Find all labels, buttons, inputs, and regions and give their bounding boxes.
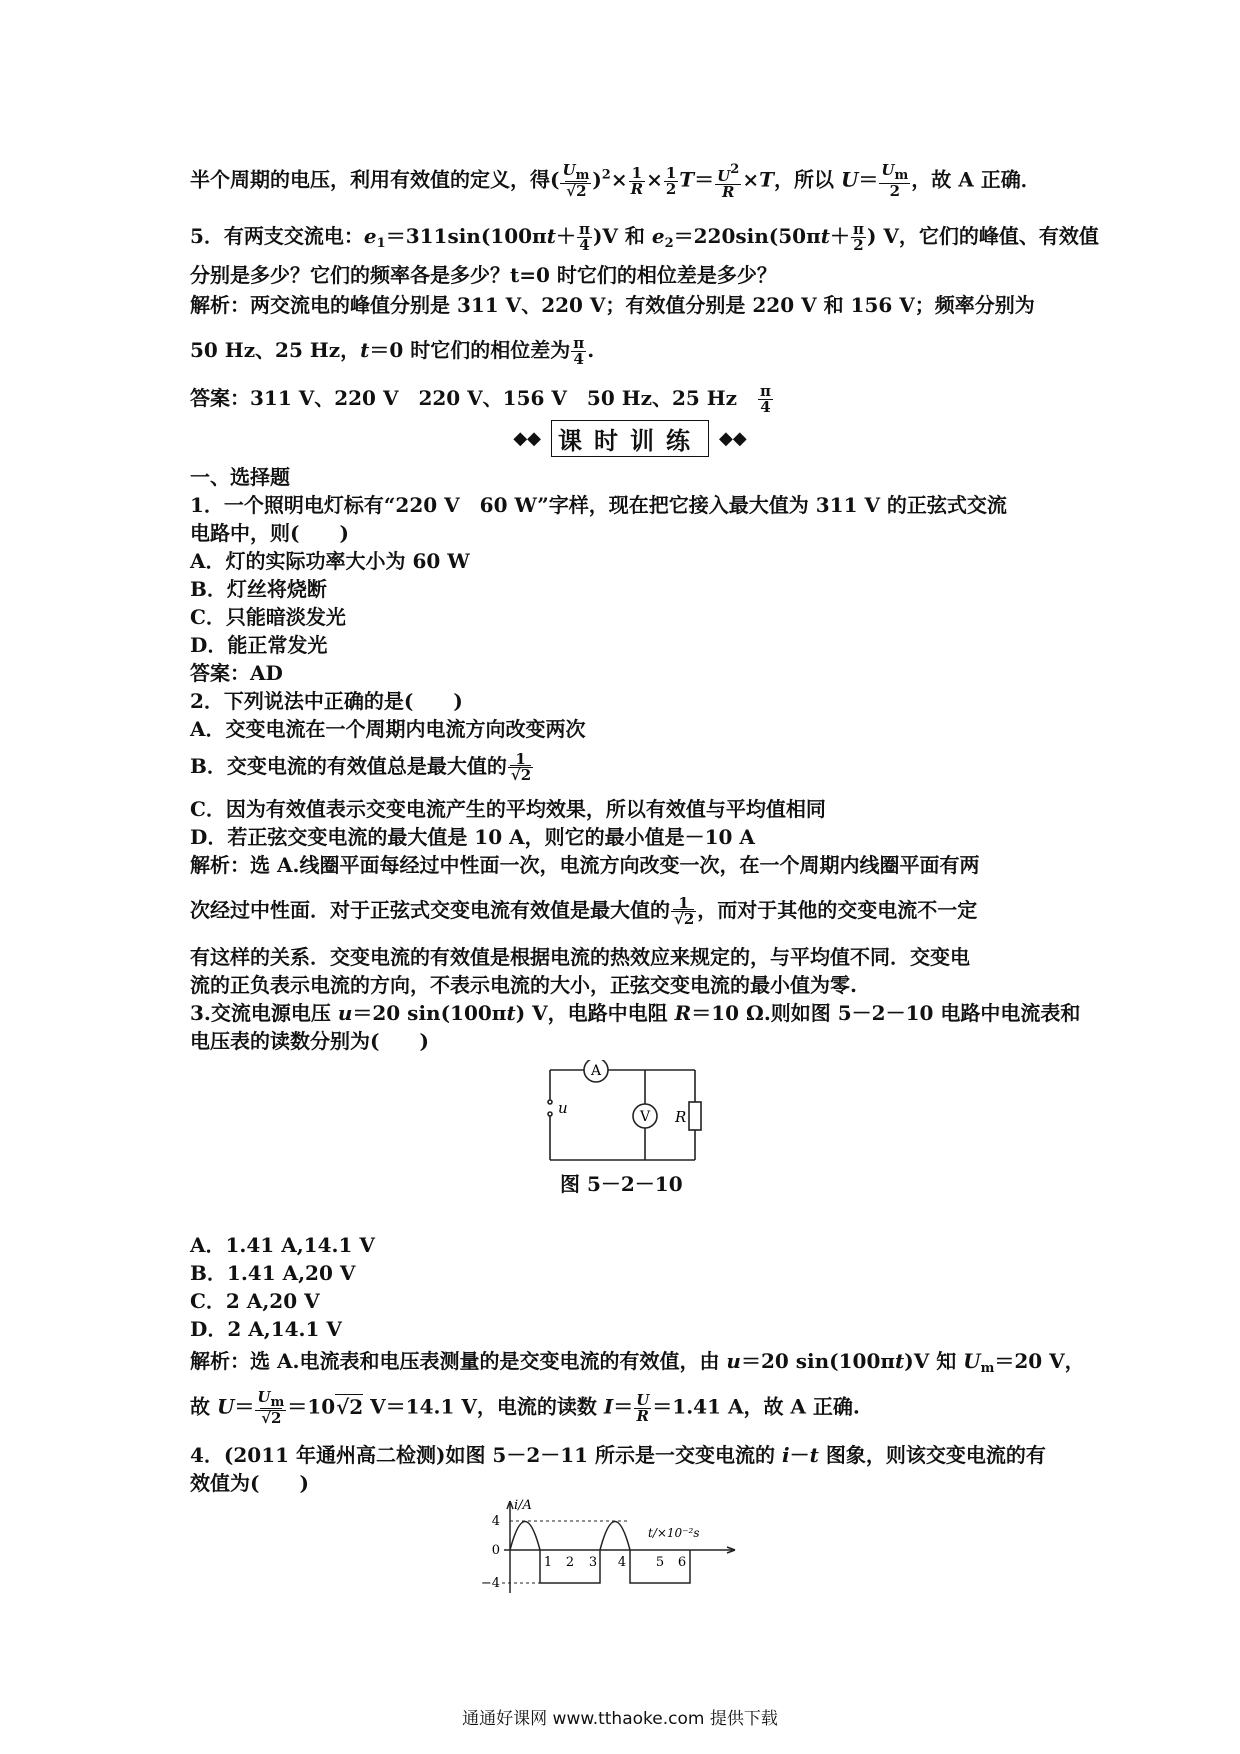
y-tick-neg4: −4 [480,1576,500,1591]
x-tick-6: 6 [677,1555,687,1570]
q4-stem: 4．(2011 年通州高二检测)如图 5－2－11 所示是一交变电流的 i－t 图象，则该交变电流的有 [190,1443,1046,1467]
current-time-graph [470,1495,750,1595]
q1-option-b: B．灯丝将烧断 [190,577,327,601]
q2-option-a: A．交变电流在一个周期内电流方向改变两次 [190,717,586,741]
figure-caption: 图 5－2－10 [560,1172,683,1196]
q2-option-c: C．因为有效值表示交变电流产生的平均效果，所以有效值与平均值相同 [190,797,826,821]
diamond-icon: ◆◆ [719,427,747,449]
diamond-icon: ◆◆ [513,427,541,449]
q2-option-b: B．交变电流的有效值总是最大值的 $\frac{1}{√2}$ [190,750,532,784]
source-label: u [558,1099,568,1117]
q1-option-d: D．能正常发光 [190,633,328,657]
text-line-5: 50 Hz、25 Hz，t＝0 时它们的相位差为 $\frac{\pi}{4}$ . [190,334,595,368]
q2-option-d: D．若正弦交变电流的最大值是 10 A，则它的最小值是－10 A [190,825,755,849]
x-tick-2: 2 [565,1555,575,1570]
q1-option-a: A．灯的实际功率大小为 60 W [190,549,470,573]
positive-half-wave [510,1522,540,1551]
x-tick-5: 5 [655,1555,665,1570]
q2-stem: 2．下列说法中正确的是( ) [190,689,463,713]
section-heading-label: 课时训练 [551,420,709,457]
q3-option-a: A．1.41 A,14.1 V [190,1233,375,1257]
circuit-diagram [530,1060,720,1175]
x-tick-4: 4 [617,1555,627,1570]
q2-analysis-2: 次经过中性面．对于正弦式交变电流有效值是最大值的 $\frac{1}{√2}$ ，而对于其他的交变电流不一定 [190,894,978,928]
text-line-4: 解析：两交流电的峰值分别是 311 V、220 V；有效值分别是 220 V 和 156 V；频率分别为 [190,293,1035,317]
q1-option-c: C．只能暗淡发光 [190,605,346,629]
ammeter-label: A [590,1063,602,1079]
resistor-icon [689,1102,701,1130]
text-line-3: 分别是多少？它们的频率各是多少？t=0 时它们的相位差是多少？ [190,263,777,287]
footer: 通通好课网 www.tthaoke.com 提供下载 [462,1709,778,1729]
y-tick-0: 0 [491,1543,500,1558]
resistor-label: R [675,1108,687,1126]
x-tick-1: 1 [543,1555,553,1570]
x-axis-label: t/×10⁻²s [648,1526,700,1540]
q3-stem-cont: 电压表的读数分别为( ) [190,1029,429,1053]
section-heading [480,420,780,456]
y-tick-4: 4 [491,1514,500,1529]
x-tick-3: 3 [588,1555,598,1570]
q3-option-c: C．2 A,20 V [190,1289,320,1313]
section-title: 一、选择题 [190,465,290,489]
q1-stem: 1．一个照明电灯标有“220 V 60 W”字样，现在把它接入最大值为 311 V 的正弦式交流 [190,493,1007,517]
answer-line-5: 答案：311 V、220 V 220 V、156 V 50 Hz、25 Hz $\frac{\pi}{4}$ [190,382,771,416]
q4-stem-cont: 效值为( ) [190,1471,309,1495]
q3-analysis-1: 解析：选 A.电流表和电压表测量的是交变电流的有效值，由 u＝20 sin(100πt)V 知 $U_m=20$ V， [190,1349,1085,1376]
y-axis-label: i/A [514,1498,532,1513]
q3-stem: 3.交流电源电压 u＝20 sin(100πt) V，电路中电阻 R＝10 Ω.则如图 5－2－10 电路中电流表和 [190,1001,1081,1025]
q3-option-d: D．2 A,14.1 V [190,1317,342,1341]
q2-analysis-3: 有这样的关系．交变电流的有效值是根据电流的热效应来规定的，与平均值不同．交变电 [190,945,970,969]
q3-option-b: B．1.41 A,20 V [190,1261,356,1285]
positive-half-wave [600,1522,630,1551]
q3-analysis-2: 故 U＝ $\frac{Um}{√2}$ ＝10√2 V＝14.1 V，电流的读数 I＝ $\frac{U}{R}$ ＝1.41 A，故 A 正确. [190,1388,860,1427]
q2-analysis-1: 解析：选 A.线圈平面每经过中性面一次，电流方向改变一次，在一个周期内线圈平面有两 [190,853,980,877]
q1-stem-cont: 电路中，则( ) [190,521,349,545]
q1-answer: 答案：AD [190,661,283,685]
text-line-1: 半个周期的电压，利用有效值的定义，得( $\frac{Um}{√2}$ )$^2$× $\frac{1}{R}$ × $\frac{1}{2}$ T＝ $\frac{U2}{R}$ ×T，所以 U＝ $\frac{Um}{2}$ ，故 A 正确． [190,161,1041,201]
text-line-2: 5．有两支交流电：$e_1=311\sin(100\pi t+$ $\frac{\pi}{4}$ )V 和 $e_2=220\sin(50\pi t+$ $\frac{\pi}{2}$ ) V，它们的峰值、有效值 [190,220,1099,254]
voltmeter-label: V [639,1109,651,1125]
q2-analysis-4: 流的正负表示电流的方向，不表示电流的大小，正弦交变电流的最小值为零. [190,973,857,997]
